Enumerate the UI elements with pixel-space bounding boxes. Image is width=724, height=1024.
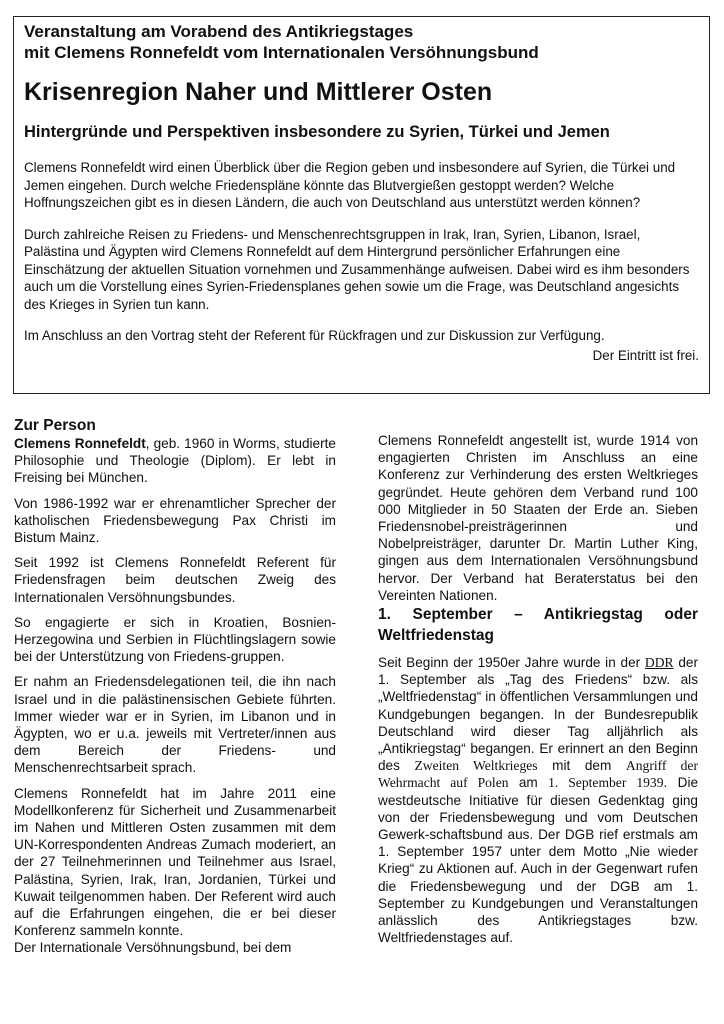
organization-paragraph: Clemens Ronnefeldt angestellt ist, wurde 1914 von engagierten Christen im Anschluss an eine Konferenz zur Verhinderung des ersten Weltkrieges gegründet. Heute gehören dem Verband rund 100 000 Mitglieder in 50 Staaten der Erde an. Sieben Friedensnobel-preisträgerinnen und Nobelpreisträger, darunter Dr. Martin Luther King, gingen aus dem Internationalen Versöhnungsbund hervor. Der Verband hat Beraterstatus bei den Vereinten Nationen. — [378, 433, 698, 603]
event-paragraph-1: Clemens Ronnefeldt wird einen Überblick über die Region geben und insbesondere auf Syrien, die Türkei und Jemen eingehen. Durch welche Friedenspläne könnte das Blutvergießen gestoppt werden? Welche Hoffnungszeichen gibt es in diesen Ländern, die auch von Deutschland aus unterstützt werden können? — [24, 160, 676, 210]
antiwar-text-b: der 1. September als „Tag des Friedens“ bzw. als „Weltfriedenstag“ in öffentlichen Versammlungen und Kundgebungen begangen. In der Bundesrepublik Deutschland wird dieser Tag alljährlich als „Antikriegstag“ begangen. Er erinnert an den Beginn des — [378, 655, 698, 774]
antiwar-text-a: Seit Beginn der 1950er Jahre wurde in der — [378, 655, 645, 671]
link-invasion-of-poland: Angriff der Wehrmacht auf Polen — [378, 758, 698, 791]
date-september-1939: 1. September 1939 — [548, 775, 664, 791]
link-second-world-war: Zweiten Weltkrieges — [414, 758, 538, 774]
event-title: Krisenregion Naher und Mittlerer Osten — [24, 78, 493, 106]
person-column — [14, 417, 336, 965]
antiwar-day-paragraph — [378, 654, 698, 946]
bio-paragraph-7: Der Internationale Versöhnungsbund, bei dem — [14, 940, 292, 956]
antiwar-text-e: . Die westdeutsche Initiative für diesen Gedenktag ging von der Friedensbewegung und vom Deutschen Gewerk-schaftsbund aus. Der DGB rief erstmals am 1. September 1957 unter dem Motto „Nie wieder Krieg“ zu Aktionen auf. Auch in der Gegenwart rufen die Friedensbewegung und der DGB am 1. September zu Kundgebungen und Veranstaltungen anlässlich des Antikriegstages bzw. Weltfriedenstages auf. — [378, 775, 699, 946]
event-subheading-line2: mit Clemens Ronnefeldt vom Internationalen Versöhnungsbund — [24, 43, 539, 62]
bio-paragraph-4: So engagierte er sich in Kroatien, Bosnien-Herzegowina und Serbien in Flüchtlingslagern sowie bei der Unterstützung von Friedens-gruppen. — [14, 614, 336, 665]
bio-paragraph-1-text: , geb. 1960 in Worms, studierte Philosophie und Theologie (Diplom). Er lebt in Freising bei München. — [14, 436, 336, 486]
entry-note: Der Eintritt ist frei. — [592, 347, 699, 363]
antiwar-text-d: am — [508, 775, 549, 791]
event-lead: Hintergründe und Perspektiven insbesondere zu Syrien, Türkei und Jemen — [24, 123, 610, 141]
person-heading: Zur Person — [14, 417, 96, 434]
ddr-link[interactable]: DDR — [644, 655, 674, 671]
bio-paragraph-2: Von 1986-1992 war er ehrenamtlicher Sprecher der katholischen Friedensbewegung Pax Christi im Bistum Mainz. — [14, 495, 336, 546]
event-announcement-box — [13, 16, 710, 394]
antiwar-day-heading: 1. September – Antikriegstag oder Weltfriedenstag — [378, 606, 698, 645]
bio-paragraph-1 — [14, 435, 336, 487]
bio-paragraph-3: Seit 1992 ist Clemens Ronnefeldt Referent für Friedensfragen beim deutschen Zweig des Internationalen Versöhnungsbundes. — [14, 555, 336, 605]
bio-paragraph-5: Er nahm an Friedensdelegationen teil, die ihn nach Israel und in die palästinensischen Gebiete führten. Immer wieder war er in Syrien, im Libanon und in Ägypten, wo er u.a. jeweils mit Vertreter/innen aus dem Bereich der Friedens- und Menschenrechtsarbeit sprach. — [14, 674, 336, 776]
person-name: Clemens Ronnefeldt — [14, 436, 146, 451]
event-paragraph-3: Im Anschluss an den Vortrag steht der Referent für Rückfragen und zur Diskussion zur Verfügung. — [24, 328, 605, 343]
event-paragraph-2: Durch zahlreiche Reisen zu Friedens- und Menschenrechtsgruppen in Irak, Iran, Syrien, Libanon, Israel, Palästina und Ägypten wird Clemens Ronnefeldt auf dem Hintergrund persönlicher Erfahrungen eine Einschätzung der aktuellen Situation vornehmen und Zusammenhänge aufweisen. Dabei wird es ihm besonders auch um die Vorstellung eines Syrien-Friedensplanes gehen sowie um die Frage, was Deutschland angesichts des Krieges in Syrien tun kann. — [24, 226, 690, 312]
bio-paragraph-6: Clemens Ronnefeldt hat im Jahre 2011 eine Modellkonferenz für Sicherheit und Zusammenarbeit im Nahen und Mittleren Osten zusammen mit dem UN-Korrespondenten Andreas Zumach moderiert, an der 27 Teilnehmerinnen und Teilnehmer aus Israel, Palästina, Syrien, Irak, Iran, Jordanien, Türkei und Kuwait teilgenommen haben. Der Referent wird auch auf die Erfahrungen eingehen, die er bei dieser Konferenz sammeln konnte. — [14, 785, 336, 939]
right-column — [378, 432, 698, 954]
antiwar-text-c: mit dem — [537, 758, 626, 774]
event-subheading-line1: Veranstaltung am Vorabend des Antikriegstages — [24, 22, 414, 41]
